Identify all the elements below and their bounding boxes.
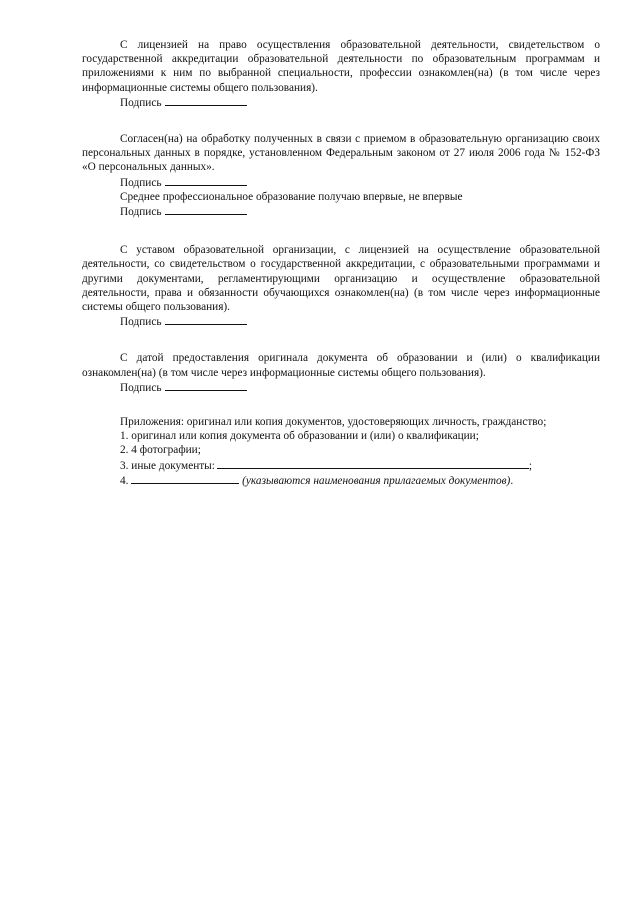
signature-blank[interactable] [165, 175, 247, 186]
license-paragraph: С лицензией на право осуществления образовательной деятельности, свидетельством о государственной аккредитации образовательной деятельности по образовательным программам и приложениями к ним по выбранной специальности, профессии ознакомлен(на) (в том числе через информационные системы общего пользования). [82, 39, 600, 94]
original-date-paragraph: С датой предоставления оригинала документа об образовании и (или) о квалификации ознакомлен(на) (в том числе через информационные системы общего пользования). [82, 352, 600, 379]
charter-paragraph: С уставом образовательной организации, с лицензией на осуществление образовательной деятельности, со свидетельством о государственной аккредитации, с образовательными программами и другими документами, регламентирующими организацию и осуществление образовательной деятельности, права и обязанности обучающихся ознакомлен(на) (в том числе через информационные системы общего пользования). [82, 244, 600, 314]
spacer [82, 110, 600, 132]
personal-data-paragraph: Согласен(на) на обработку полученных в связи с приемом в образовательную организацию своих персональных данных в порядке, установленном Федеральным законом от 27 июля 2006 года № 152-ФЗ «О персональных данных». [82, 133, 600, 174]
signature-line-personal-data [82, 175, 600, 190]
attachment-item-3-end: ; [528, 459, 533, 472]
signature-blank[interactable] [165, 380, 247, 391]
signature-label: Подпись [120, 316, 162, 329]
spacer [82, 395, 600, 415]
signature-blank[interactable] [165, 95, 247, 106]
attachment-item-4-end: . [510, 474, 514, 487]
other-documents-blank[interactable] [217, 458, 529, 469]
attachment-item-2: 2. 4 фотографии; [120, 444, 201, 457]
signature-blank[interactable] [165, 314, 247, 325]
first-time-education-statement: Среднее профессиональное образование получаю впервые, не впервые [120, 190, 463, 203]
spacer [82, 329, 600, 351]
attachment-item-4 [82, 473, 600, 488]
signature-label: Подпись [120, 381, 162, 394]
signature-label: Подпись [120, 176, 162, 189]
signature-line-charter [82, 314, 600, 329]
signature-label: Подпись [120, 96, 162, 109]
signature-line-original-date [82, 380, 600, 395]
signature-line-license [82, 95, 600, 110]
signature-blank[interactable] [165, 204, 247, 215]
attachments-intro: Приложения: оригинал или копия документов, удостоверяющих личность, гражданство; [120, 416, 547, 429]
spacer [82, 219, 600, 243]
signature-label: Подпись [120, 206, 162, 219]
attachment-item-4-hint: (указываются наименования прилагаемых документов) [242, 474, 511, 487]
attachment-item-3-label: 3. иные документы: [120, 459, 215, 472]
attachment-item-4-label: 4. [120, 474, 129, 487]
attachment-item-4-blank[interactable] [131, 473, 239, 484]
attachment-item-1: 1. оригинал или копия документа об образовании и (или) о квалификации; [120, 430, 479, 443]
document-body [82, 38, 600, 488]
signature-line-first-time [82, 204, 600, 219]
attachment-item-3 [82, 458, 600, 473]
